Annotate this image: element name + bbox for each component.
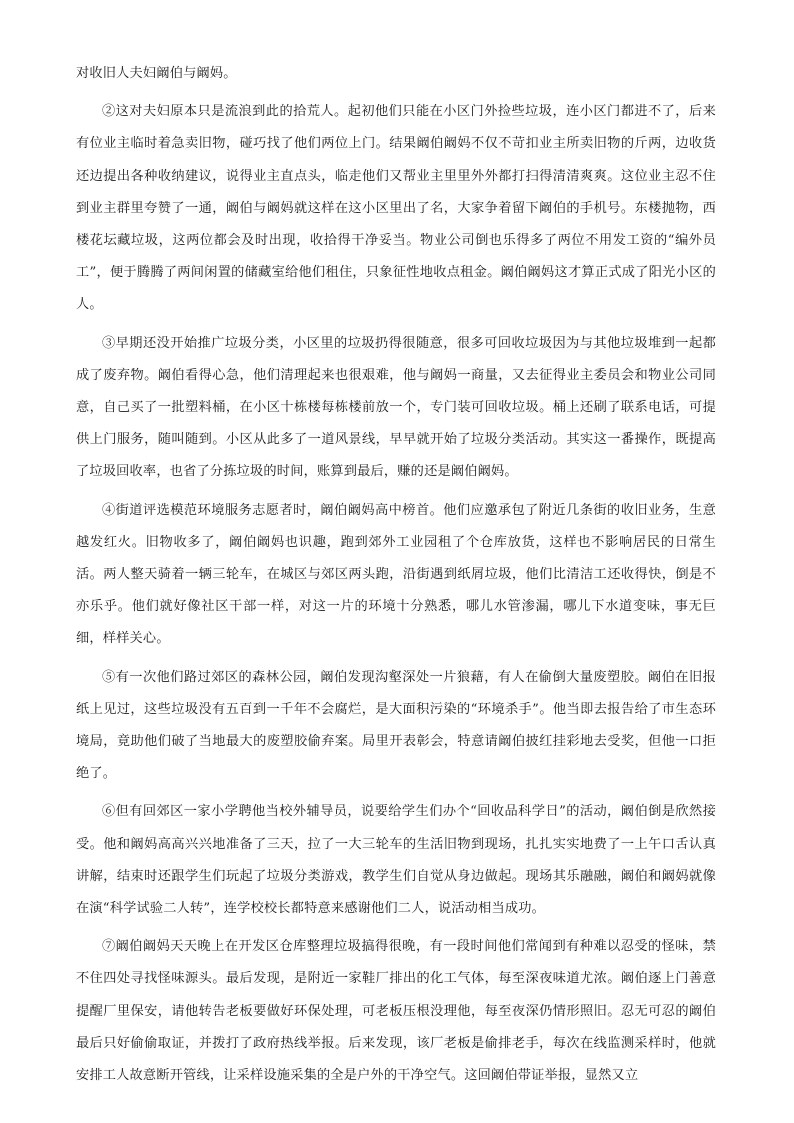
paragraph-6: ⑥但有回郊区一家小学聘他当校外辅导员，说要给学生们办个“回收品科学日”的活动，阚伯倒是欣然接受。他和阚妈高高兴兴地准备了三天，拉了一大三轮车的生活旧物到现场，扎扎实实地费了一上午口舌认真讲解，结束时还跟学生们玩起了垃圾分类游戏，教学生们自觉从身边做起。现场其乐融融，阚伯和阚妈就像在演“科学试验二人转”，连学校校长都特意来感谢他们二人，说活动相当成功。 [76, 804, 716, 917]
paragraph-continuation: 对收旧人夫妇阚伯与阚妈。 [76, 66, 237, 81]
paragraph-4: ④街道评选模范环境服务志愿者时，阚伯阚妈高中榜首。他们应邀承包了附近几条街的收旧业务，生意越发红火。旧物收多了，阚伯阚妈也识趣，跑到郊外工业园租了个仓库放货，这样也不影响居民的日常生活。两人整天骑着一辆三轮车，在城区与郊区两头跑，沿街遇到纸屑垃圾，他们比清洁工还收得快，倒是不亦乐乎。他们就好像社区干部一样，对这一片的环境十分熟悉，哪儿水管渗漏，哪儿下水道变味，事无巨细，样样关心。 [76, 502, 716, 647]
paragraph-2: ②这对夫妇原本只是流浪到此的拾荒人。起初他们只能在小区门外捡些垃圾，连小区门都进不了，后来有位业主临时着急卖旧物，碰巧找了他们两位上门。结果阚伯阚妈不仅不苛扣业主所卖旧物的斤两，边收货还边提出各种收纳建议，说得业主直点头，临走他们又帮业主里里外外都打扫得清清爽爽。这位业主忍不住到业主群里夸赞了一通，阚伯与阚妈就这样在这小区里出了名，大家争着留下阚伯的手机号。东楼抛物，西楼花坛藏垃圾，这两位都会及时出现，收拾得干净妥当。物业公司倒也乐得多了两位不用发工资的“编外员工”，便于腾腾了两间闲置的储藏室给他们租住，只象征性地收点租金。阚伯阚妈这才算正式成了阳光小区的人。 [76, 104, 716, 313]
paragraph-5: ⑤有一次他们路过郊区的森林公园，阚伯发现沟壑深处一片狼藉，有人在偷倒大量废塑胶。阚伯在旧报纸上见过，这些垃圾没有五百到一千年不会腐烂，是大面积污染的“环境杀手”。他当即去报告给了市生态环境局，竟助他们破了当地最大的废塑胶偷弃案。局里开表彰会，特意请阚伯披红挂彩地去受奖，但他一口拒绝了。 [76, 669, 716, 782]
paragraph-7: ⑦阚伯阚妈天天晚上在开发区仓库整理垃圾搞得很晚，有一段时间他们常闻到有种难以忍受的怪味，禁不住四处寻找怪味源头。最后发现，是附近一家鞋厂排出的化工气体，每至深夜味道尤浓。阚伯逐上门善意提醒厂里保安，请他转告老板要做好环保处理，可老板压根没理他，每至夜深仍情形照旧。忍无可忍的阚伯最后只好偷偷取证，并拨打了政府热线举报。后来发现，该厂老板是偷排老手，每次在线监测采样时，他就安排工人故意断开管线，让采样设施采集的全是户外的干净空气。这回阚伯带证举报，显然又立 [76, 939, 716, 1084]
paragraph-3: ③早期还没开始推广垃圾分类，小区里的垃圾扔得很随意，很多可回收垃圾因为与其他垃圾堆到一起都成了废弃物。阚伯看得心急，他们清理起来也很艰难，他与阚妈一商量，又去征得业主委员会和物业公司同意，自己买了一批塑料桶，在小区十栋楼每栋楼前放一个，专门装可回收垃圾。桶上还刷了联系电话，可提供上门服务，随叫随到。小区从此多了一道风景线，早早就开始了垃圾分类活动。其实这一番操作，既提高了垃圾回收率，也省了分拣垃圾的时间，账算到最后，赚的还是阚伯阚妈。 [76, 335, 716, 480]
article-body [76, 58, 716, 1098]
